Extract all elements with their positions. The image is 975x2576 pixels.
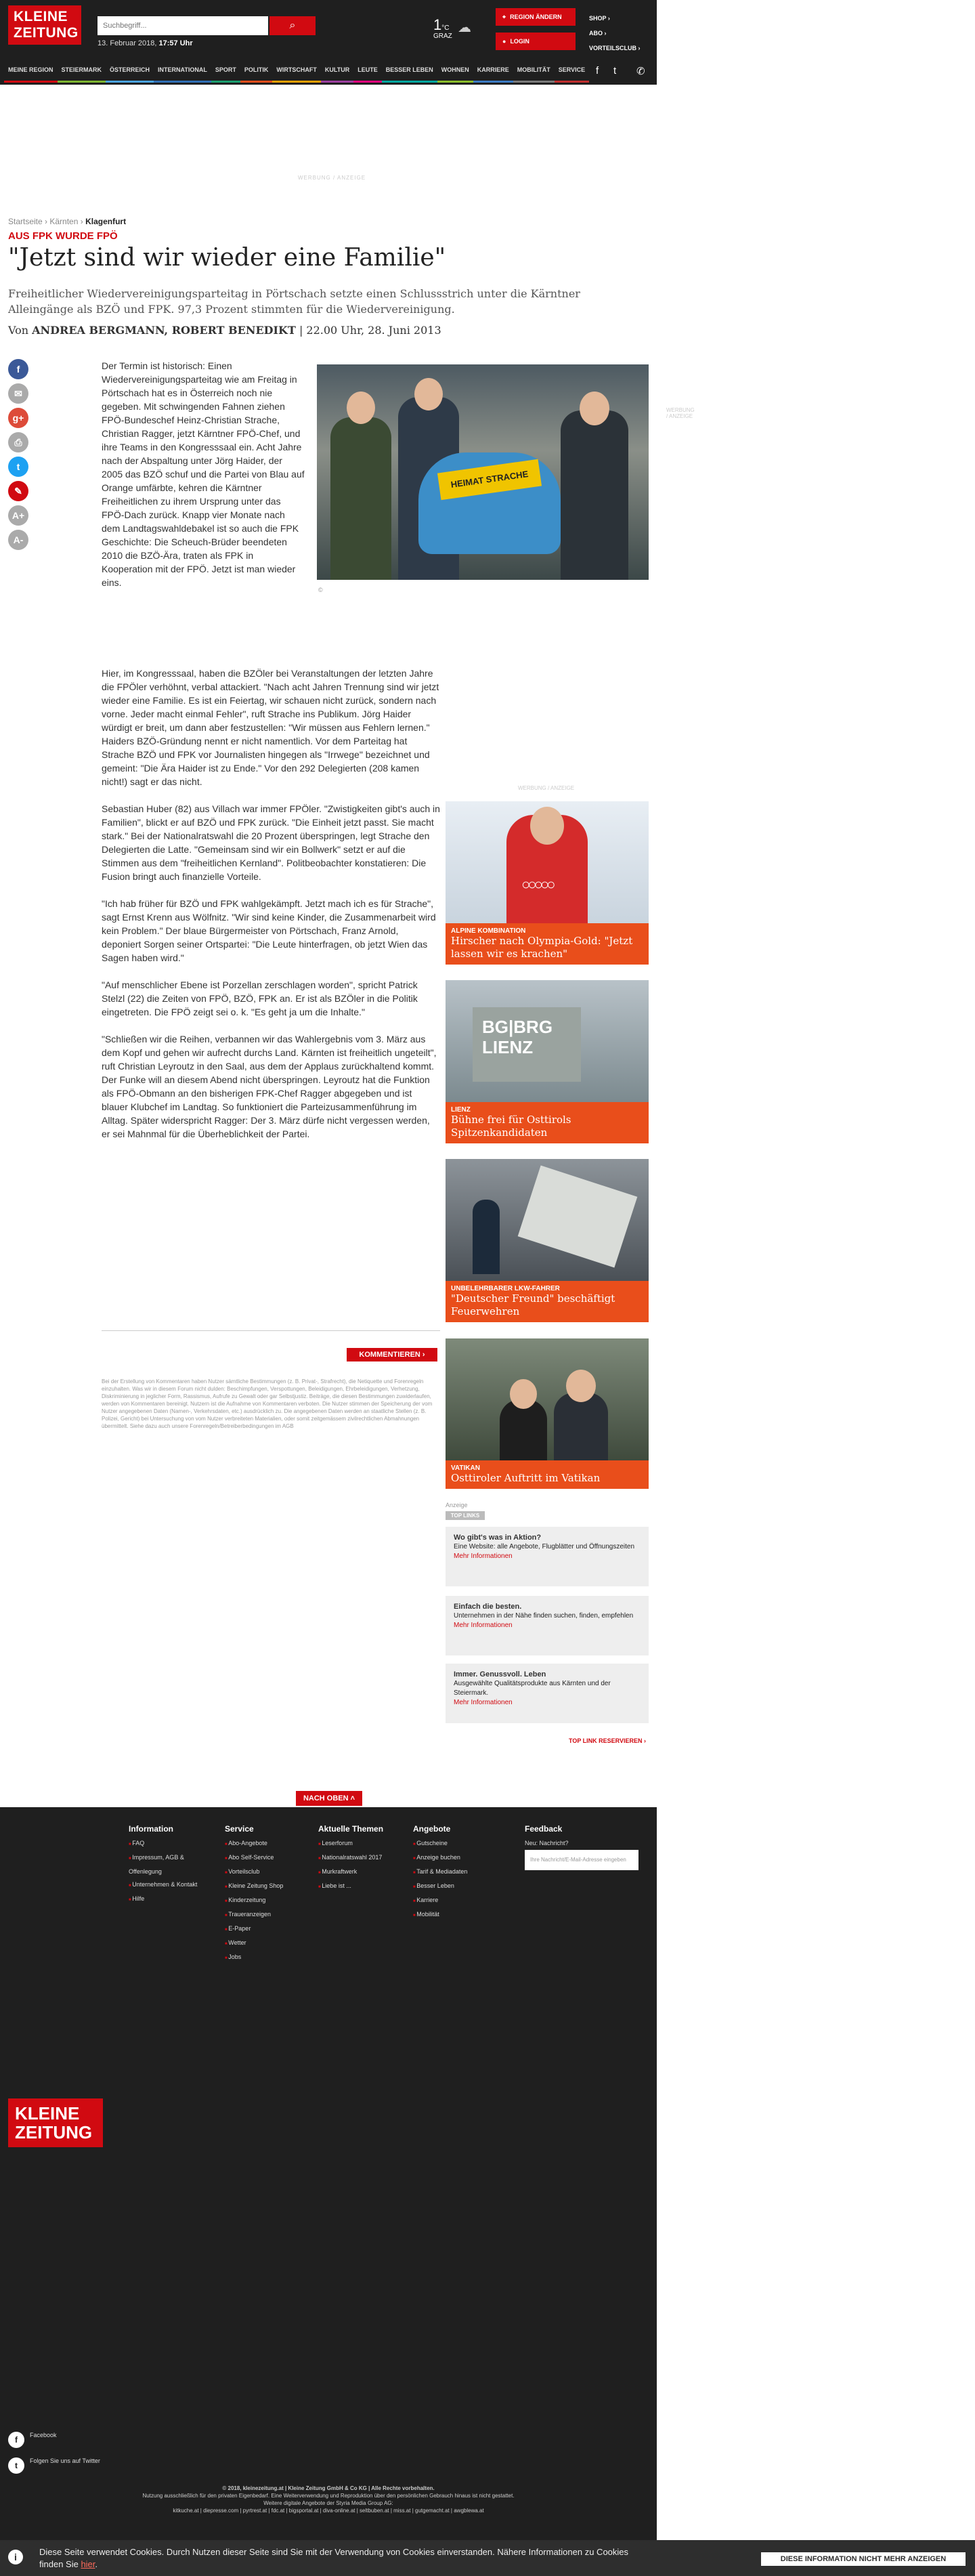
site-header <box>0 0 657 85</box>
footer-link[interactable]: ■ Jobs <box>225 1951 283 1965</box>
nav-item[interactable]: KARRIERE <box>473 62 513 83</box>
toplink-box[interactable] <box>446 1664 649 1723</box>
comment-disclaimer: Bei der Erstellung von Kommentaren haben Nutzer sämtliche Bestimmungen (z. B. Privat-, Strafrecht), die Netiquette und Forenregeln einzuhalten. Was wir in diesem Forum nicht dulden: Beschimpfungen, Verspottungen, Beleidigungen, Ehrbeleidigungen, Verhetzung, Diskriminierung in jeglicher Form, Rassismus, Aufrufe zu Gewalt oder gar Selbstjustiz. Beiträge, die diesen Bestimmungen zuwiderlaufen, werden von Kommentaren bereinigt. Nutzern ist die Aufnahme von Kommentaren verboten. Die Nutzer stimmen der Speicherung der vom Nutzer angegebenen Daten (Namen-, Verkehrsdaten, etc.) ausdrücklich zu. Die angegebenen Daten werden an staatliche Stellen (z. B. Polizei, Gericht) bei Untersuchung von vom Nutzer verbreiteten Materialien, oder somit zeitgemässem zivilrechtlichen Abmahnungen übermittelt. Siehe dazu auch unsere Forenregeln/Betreiberbedingungen im AGB <box>102 1378 433 1429</box>
main-navigation <box>0 62 657 83</box>
photo-person <box>330 417 391 580</box>
teaser-title: Hirscher nach Olympia-Gold: "Jetzt lassen wir es krachen" <box>451 935 633 960</box>
footer-link[interactable]: ■ Wetter <box>225 1937 283 1951</box>
toplink-text: Ausgewählte Qualitätsprodukte aus Kärnten und der Steiermark. <box>454 1680 611 1697</box>
login-button[interactable] <box>496 33 576 50</box>
footer-link[interactable]: ■ Nationalratswahl 2017 <box>318 1851 383 1865</box>
photo-person-head <box>347 392 375 424</box>
skier-head <box>530 807 564 845</box>
footer-logo-line2: ZEITUNG <box>15 2122 93 2142</box>
facebook-icon: f <box>8 2432 24 2448</box>
footer-column-title: Information <box>129 1824 173 1834</box>
teaser-image <box>446 801 649 923</box>
footer-column <box>129 1823 210 1907</box>
whatsapp-icon[interactable]: ✆ <box>636 66 645 77</box>
teaser-image <box>446 1338 649 1460</box>
teaser-card[interactable] <box>446 1338 649 1489</box>
footer-link[interactable]: ■ Liebe ist ... <box>318 1880 383 1894</box>
footer-column <box>225 1823 283 1965</box>
cookie-info-link[interactable]: hier <box>81 2559 95 2569</box>
cookie-message-end: . <box>95 2559 98 2569</box>
teaser-card[interactable] <box>446 1159 649 1322</box>
vorteilsclub-link-label: VORTEILSCLUB <box>589 45 637 51</box>
top-ad-area[interactable] <box>0 85 657 220</box>
back-to-top-button[interactable]: NACH OBEN ˄ <box>296 1791 362 1806</box>
footer-link[interactable]: ■ FAQ <box>129 1837 210 1851</box>
vorteilsclub-link[interactable]: VORTEILSCLUB › <box>589 45 641 51</box>
current-time: 17:57 Uhr <box>158 39 193 47</box>
article-headline: "Jetzt sind wir wieder eine Familie" <box>8 244 446 272</box>
person-head <box>566 1370 596 1402</box>
comment-button[interactable]: KOMMENTIEREN › <box>347 1348 437 1361</box>
teaser-title: Bühne frei für Osttirols Spitzenkandidaten <box>451 1114 571 1139</box>
truck-shape <box>518 1166 638 1268</box>
comment-icon[interactable]: ✎ <box>8 481 28 501</box>
article-authors: ANDREA BERGMANN, ROBERT BENEDIKT <box>32 324 296 337</box>
footer-link[interactable]: ■ Mobilität <box>413 1908 467 1922</box>
footer-link[interactable]: ■ Hilfe <box>129 1893 210 1907</box>
footer-link[interactable]: ■ Leserforum <box>318 1837 383 1851</box>
nav-item[interactable]: KULTUR <box>321 62 353 83</box>
footer-link[interactable]: ■ Karriere <box>413 1894 467 1908</box>
article-paragraph: "Ich hab früher für BZÖ und FPK wahlgekämpft. Jetzt mach ich es für Strache", sagt Ernst Krenn aus Wölfnitz. "Wir sind keine Kinder, die Zusammenarbeit wird kein Problem." Der blaue Bürgermeister von Pörtschach, Franz Arnold, deponiert Sorgen seiner Ortspartei: "Die Leute hinterfragen, ob jetzt Wien das Sagen haben wird." <box>102 898 436 963</box>
toplink-box[interactable] <box>446 1527 649 1586</box>
footer-link[interactable]: ■ Unternehmen & Kontakt <box>129 1878 210 1893</box>
teaser-caption <box>446 1102 649 1143</box>
weather-widget[interactable] <box>433 16 452 40</box>
byline-prefix: Von <box>8 324 29 337</box>
breadcrumb-startseite[interactable]: Startseite <box>8 217 43 226</box>
font-larger-icon[interactable]: A+ <box>8 505 28 526</box>
nav-item[interactable]: POLITIK <box>240 62 273 83</box>
toplink-box[interactable] <box>446 1596 649 1655</box>
cookie-dismiss-button[interactable]: DIESE INFORMATION NICHT MEHR ANZEIGEN <box>761 2552 966 2566</box>
ad-label: WERBUNG / ANZEIGE <box>298 175 366 181</box>
search-button[interactable] <box>269 16 316 35</box>
breadcrumb-current: Klagenfurt <box>85 217 127 226</box>
current-datetime <box>98 39 193 47</box>
photo-person <box>561 410 628 580</box>
copyright-sites[interactable]: kitkuche.at | diepresse.com | pyrtrest.at | fdc.at | bigsportal.at | diva-online.at | seltbuben.at | miss.at | gutgemacht.at | awgblewa.at <box>173 2508 484 2514</box>
footer-column <box>318 1823 383 1894</box>
footer-twitter-label: Folgen Sie uns auf Twitter <box>30 2457 100 2464</box>
article-paragraph: Hier, im Kongresssaal, haben die BZÖler bei Veranstaltungen der letzten Jahre die FPÖler verhöhnt, verbal attackiert. "Nach acht Jahren Trennung sind wir jetzt wieder eine Familie. Es ist ein Feiertag, wir schauen nicht zurück, sondern nach vorne. Jeder macht einmal Fehler", ruft Strache ins Publikum. Jörg Haider würdigt er breit, um dann aber festzustellen: "Wir müssen aus Fehlern lernen." Haiders BZÖ-Gründung nennt er nicht namentlich. Vor dem Parteitag hat Strache BZÖ und FPK vor Journalisten hingegen als "Irrwege" bezeichnet und gemeint: "Die Ära Haider ist zu Ende." Vor den 292 Delegierten (208 kamen nicht!) sagt er das nicht. <box>102 668 439 787</box>
nav-item[interactable]: LEUTE <box>353 62 382 83</box>
teaser-caption <box>446 1460 649 1489</box>
article-paragraph: "Schließen wir die Reihen, verbannen wir das Wahlergebnis vom 3. März aus dem Kopf und gehen wir aufrecht durchs Land. Kärnten ist freiheitlich ungeteilt", ruft Christian Leyroutz in den Saal, aus dem der Applaus zurückhaltend kommt. Der Funke will an diesem Abend nicht überspringen. Leyroutz hat die Funktion als FPÖ-Obmann an den bisherigen FPK-Chef Ragger abgegeben und ist blauer Klubchef im Landtag. So funktioniert die Parteizusammenführung im Alltag. Später widerspricht Ragger: Der 3. März dürfe nicht vergessen werden, er sei Mahnmal für die Überheblichkeit der Partei. <box>102 1034 437 1139</box>
user-icon: ● <box>502 38 506 45</box>
search-input[interactable] <box>98 16 268 35</box>
logo-line2: ZEITUNG <box>14 25 79 41</box>
footer-facebook-link[interactable] <box>8 2432 57 2448</box>
current-date: 13. Februar 2018, <box>98 39 157 47</box>
article-lead: Freiheitlicher Wiedervereinigungsparteitag in Pörtschach setzte einen Schlussstrich unter die Kärntner Alleingänge als BZÖ und FPK. 97,3 Prozent stimmten für die Wiedervereinigung. <box>8 287 580 316</box>
region-change-label: REGION ÄNDERN <box>510 14 562 20</box>
article-kicker: AUS FPK WURDE FPÖ <box>8 230 118 242</box>
mail-icon[interactable]: ✉ <box>8 383 28 404</box>
footer-link[interactable]: ■ Abo-Angebote <box>225 1837 283 1851</box>
shop-link-label: SHOP <box>589 15 607 22</box>
teaser-title: Osttiroler Auftritt im Vatikan <box>451 1472 601 1484</box>
twitter-icon[interactable]: t <box>8 457 28 477</box>
teaser-card[interactable] <box>446 980 649 1143</box>
footer-column-title: Service <box>225 1824 254 1834</box>
toplink-title: Wo gibt's was in Aktion? <box>454 1534 542 1542</box>
footer-link[interactable]: ■ Murkraftwerk <box>318 1865 383 1880</box>
article-paragraph: "Auf menschlicher Ebene ist Porzellan zerschlagen worden", spricht Patrick Stelzl (22) die Zeiten von FPÖ, BZÖ, FPK an. Er ist als BZÖler in die Politik eingetreten. Die FPÖ zeigt sei o. k. "Es geht ja um die Inhalte." <box>102 979 418 1017</box>
teaser-caption <box>446 923 649 965</box>
footer-link[interactable]: ■ Abo Self-Service <box>225 1851 283 1865</box>
footer-link[interactable]: ■ Anzeige buchen <box>413 1851 467 1865</box>
footer-column-title: Angebote <box>413 1824 451 1834</box>
footer-column-title: Feedback <box>525 1824 563 1834</box>
feedback-input[interactable]: Ihre Nachricht/E-Mail-Adresse eingeben <box>525 1850 638 1870</box>
region-change-button[interactable] <box>496 8 576 26</box>
person-head <box>510 1379 537 1409</box>
footer-link[interactable]: ■ Tarif & Mediadaten <box>413 1865 467 1880</box>
nav-item[interactable]: WOHNEN <box>437 62 473 83</box>
teaser-kicker: ALPINE KOMBINATION <box>451 927 526 935</box>
photo-car-lettering: HEIMAT STRACHE <box>437 459 542 500</box>
nav-item[interactable]: SPORT <box>211 62 240 83</box>
article-body <box>102 667 440 1154</box>
article-byline <box>8 324 441 337</box>
footer-link[interactable]: ■ Kinderzeitung <box>225 1894 283 1908</box>
copyright-text: © 2018, kleinezeitung.at | Kleine Zeitung GmbH & Co KG | Alle Rechte vorbehalten. <box>222 2485 435 2491</box>
cookie-text <box>39 2546 635 2571</box>
nav-item[interactable]: INTERNATIONAL <box>154 62 211 83</box>
toplink-link[interactable]: Mehr Informationen <box>454 1699 513 1706</box>
abo-link-label: ABO <box>589 30 603 37</box>
footer-logo[interactable] <box>8 2098 103 2147</box>
twitter-icon: t <box>8 2457 24 2474</box>
footer-link[interactable]: ■ Impressum, AGB & Offenlegung <box>129 1851 210 1878</box>
lienz-sign: BG|BRG LIENZ <box>473 1007 581 1082</box>
person-figure <box>554 1393 608 1460</box>
firefighter-figure <box>473 1200 500 1274</box>
teaser-image <box>446 980 649 1102</box>
teaser-image <box>446 1159 649 1281</box>
teaser-kicker: LIENZ <box>451 1106 471 1114</box>
logo-line1: KLEINE <box>14 9 68 24</box>
search-icon: ⌕ <box>289 20 296 31</box>
article-paragraph: Sebastian Huber (82) aus Villach war immer FPÖler. "Zwistigkeiten gibt's auch in Familien", blickt er auf BZÖ und FPK zurück. "Die Einheit jetzt passt. Sie macht stark." Bei der Nationalratswahl die 20 Prozent überspringen, legt Strache den Delegierten die Latte. "Gemeinsam sind wir ein Bollwerk" setzt er auf die Stimmen aus dem "freiheitlichen Kernland". Politbeobachter konstatieren: Die Fusion bringt auch finanzielle Vorteile. <box>102 803 440 882</box>
cookie-message: Diese Seite verwendet Cookies. Durch Nutzen dieser Seite sind Sie mit der Verwendung von Cookies einverstanden. Nähere Informationen zu Cookies finden Sie <box>39 2547 629 2569</box>
footer-column <box>413 1823 467 1922</box>
footer-link[interactable]: ■ E-Paper <box>225 1922 283 1937</box>
nav-item[interactable]: BESSER LEBEN <box>382 62 437 83</box>
toplink-link[interactable]: Mehr Informationen <box>454 1622 513 1629</box>
toplink-link[interactable]: Mehr Informationen <box>454 1553 513 1560</box>
photo-person-head <box>414 378 443 410</box>
footer-facebook-label: Facebook <box>30 2432 57 2438</box>
toplink-reserve-link[interactable]: TOP LINK RESERVIEREN › <box>569 1737 647 1744</box>
article-paragraph: Der Termin ist historisch: Einen Wiedervereinigungsparteitag wie am Freitag in Pörtschach hat es in Österreich noch nie gegeben. Mit schwingenden Fahnen ziehen FPÖ-Bundeschef Heinz-Christian Strache, Christian Ragger, jetzt Kärntner FPÖ-Chef, und ihre Teams in den Kongresssaal ein. Acht Jahre nach der Abspaltung unter Jörg Haider, der 2005 das BZÖ schuf und die Partei von Blau auf Orange umfärbte, kehren die Kärntner Freiheitlichen zu ihrem Ursprung unter das FPÖ-Dach zurück. Knapp vier Monate nach dem Landtagswahldebakel ist so auch die FPK Geschichte: Die Scheuch-Brüder beendeten 2010 die BZÖ-Ära, traten als FPK in Kooperation mit der FPÖ. Jetzt ist man wieder eins. <box>102 360 305 588</box>
login-label: LOGIN <box>510 38 529 45</box>
footer-copyright <box>0 2485 657 2514</box>
copyright-usage: Nutzung ausschließlich für den privaten Eigenbedarf. Eine Weiterverwendung und Reproduktion über den persönlichen Gebrauch hinaus ist nicht gestattet. <box>142 2493 515 2499</box>
cloud-icon: ☁ <box>458 20 471 35</box>
article-photo[interactable] <box>317 364 649 580</box>
nav-item[interactable]: MEINE REGION <box>4 62 58 83</box>
print-icon[interactable]: ⎙ <box>8 432 28 452</box>
google-plus-icon[interactable]: g+ <box>8 408 28 428</box>
footer-link[interactable]: ■ Kleine Zeitung Shop <box>225 1880 283 1894</box>
abo-link[interactable]: ABO › <box>589 30 607 37</box>
info-icon: i <box>8 2550 23 2564</box>
article-paragraph-1 <box>102 359 305 603</box>
cookie-banner <box>0 2540 975 2576</box>
nav-item[interactable]: WIRTSCHAFT <box>272 62 321 83</box>
toplink-text: Eine Website: alle Angebote, Flugblätter und Öffnungszeiten <box>454 1543 635 1550</box>
teaser-card[interactable] <box>446 801 649 965</box>
teaser-kicker: UNBELEHRBARER LKW-FAHRER <box>451 1285 560 1292</box>
breadcrumb-separator: › <box>42 217 50 226</box>
teaser-kicker: VATIKAN <box>451 1464 480 1472</box>
header-links <box>589 11 641 56</box>
nav-item[interactable]: MOBILITÄT <box>513 62 555 83</box>
nav-item[interactable]: ÖSTERREICH <box>106 62 154 83</box>
shop-link[interactable]: SHOP › <box>589 15 610 22</box>
photo-person-head <box>580 392 609 425</box>
breadcrumb-kaernten[interactable]: Kärnten <box>49 217 79 226</box>
toplinks-badge: TOP LINKS <box>446 1511 485 1520</box>
weather-city: GRAZ <box>433 33 452 40</box>
article-divider <box>102 1330 440 1331</box>
facebook-icon[interactable]: f <box>8 359 28 379</box>
twitter-icon[interactable]: t <box>613 65 617 77</box>
sidebar-ad-label: WERBUNG / ANZEIGE <box>518 785 575 791</box>
footer-link[interactable]: Neu: Nachricht? <box>525 1840 569 1846</box>
site-footer <box>0 1807 657 2559</box>
nav-item[interactable]: SERVICE <box>555 62 589 83</box>
toplink-title: Einfach die besten. <box>454 1603 522 1611</box>
footer-link[interactable]: ■ Gutscheine <box>413 1837 467 1851</box>
teaser-title: "Deutscher Freund" beschäftigt Feuerwehren <box>451 1292 615 1317</box>
footer-twitter-link[interactable] <box>8 2457 103 2474</box>
site-logo[interactable] <box>8 5 81 45</box>
footer-column-title: Aktuelle Themen <box>318 1824 384 1834</box>
footer-link[interactable]: ■ Besser Leben <box>413 1880 467 1894</box>
footer-link[interactable]: ■ Traueranzeigen <box>225 1908 283 1922</box>
nav-item[interactable]: STEIERMARK <box>58 62 106 83</box>
location-icon: ⌖ <box>502 13 506 20</box>
temperature: 1 <box>433 16 442 33</box>
teaser-caption <box>446 1281 649 1322</box>
olympic-rings-icon: ○○○○○ <box>521 876 553 893</box>
side-ad-label: WERBUNG / ANZEIGE <box>666 407 695 419</box>
toplink-text: Unternehmen in der Nähe finden suchen, finden, empfehlen <box>454 1612 634 1620</box>
toplink-title: Immer. Genussvoll. Leben <box>454 1670 546 1678</box>
footer-column <box>525 1823 569 1850</box>
anzeige-label: Anzeige <box>446 1502 468 1508</box>
footer-link[interactable]: ■ Vorteilsclub <box>225 1865 283 1880</box>
photo-caption: © <box>318 587 323 593</box>
temperature-unit: °C <box>441 24 450 32</box>
breadcrumb-separator: › <box>78 217 86 226</box>
font-smaller-icon[interactable]: A- <box>8 530 28 550</box>
breadcrumb <box>8 217 126 226</box>
article-date: | 22.00 Uhr, 28. Juni 2013 <box>299 324 441 337</box>
facebook-icon[interactable]: f <box>596 65 599 77</box>
copyright-offers: Weitere digitale Angebote der Styria Media Group AG: <box>263 2500 393 2506</box>
footer-logo-line1: KLEINE <box>15 2103 80 2124</box>
